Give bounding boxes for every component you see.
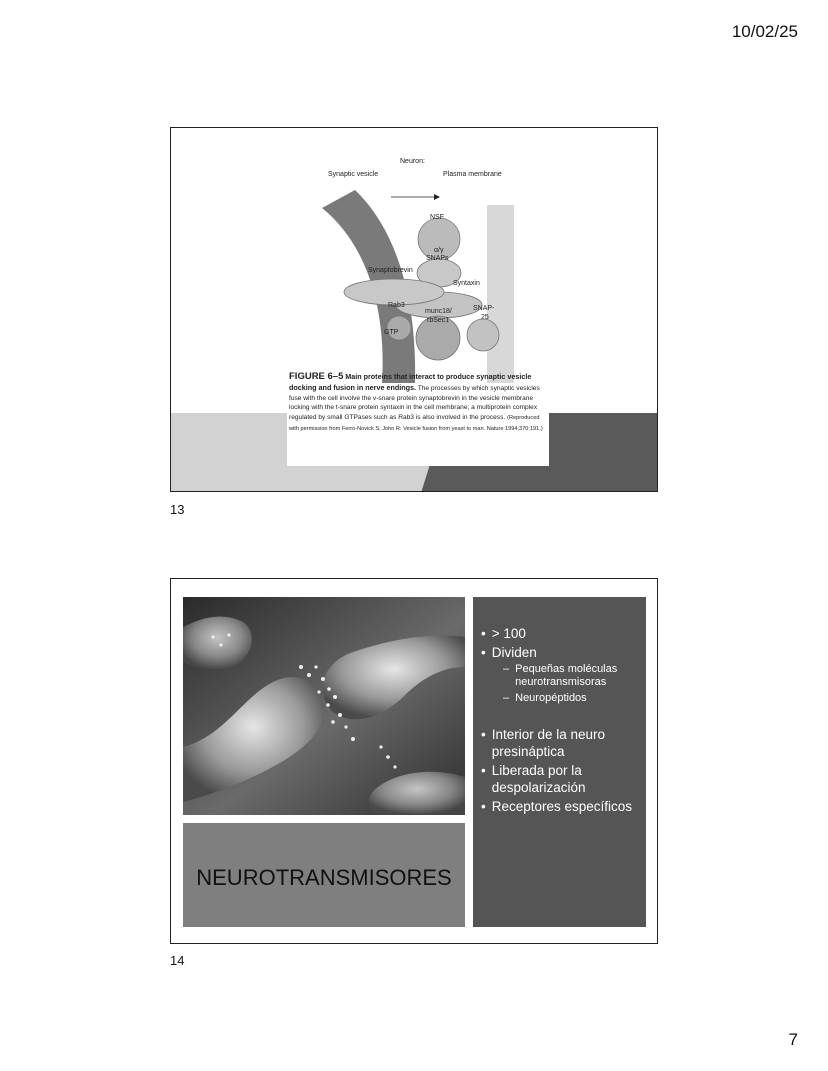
label-munc18: munc18/ xyxy=(425,308,452,315)
caption-lead: Main proteins that interact to produce synaptic vesicle docking and fusion in nerve endings. xyxy=(289,372,532,392)
slide-13 xyxy=(170,127,658,492)
slide-13-number: 13 xyxy=(170,502,185,517)
figure-panel xyxy=(287,150,549,466)
label-snap25-a: SNAP- xyxy=(473,305,495,312)
caption-title: FIGURE 6–5 xyxy=(289,371,344,382)
slide-title: NEUROTRANSMISORES xyxy=(196,865,452,890)
label-gtp: GTP xyxy=(384,329,399,336)
snare-diagram xyxy=(287,150,549,390)
label-rbsec1: rbSec1 xyxy=(427,317,450,324)
slide-14 xyxy=(170,578,658,944)
bullet-list xyxy=(481,625,641,817)
bullet-item: • Interior de la neuro presináptica xyxy=(481,727,606,759)
label-plasma-membrane: Plasma membrane xyxy=(443,171,502,178)
slide-14-number: 14 xyxy=(170,953,185,968)
sub-bullet-item: – Neuropéptidos xyxy=(503,692,587,704)
bullet-item: • Receptores específicos xyxy=(481,799,633,814)
caption-credit: (Reproduced with permission from Ferro-Novick S, John R: Vesicle fusion from yeast to man. Nature 1994;370:191.) xyxy=(289,415,543,432)
bullet-item: • Liberada por la despolarización xyxy=(481,763,586,795)
sub-bullet-item: – Pequeñas moléculas neurotransmisoras xyxy=(503,663,618,688)
title-box xyxy=(183,823,465,927)
synapse-illustration xyxy=(183,597,465,815)
label-snaps: SNAPs xyxy=(426,255,449,262)
label-syntaxin: Syntaxin xyxy=(453,280,480,287)
bullet-item: • > 100 xyxy=(481,626,526,641)
print-date: 10/02/25 xyxy=(731,22,798,41)
label-synaptobrevin: Synaptobrevin xyxy=(368,267,413,274)
caption-body: The processes by which synaptic vesicles fuse with the cell involve the v-snare protein synaptobrevin in the vesicle membrane locking with the t-snare protein syntaxin in the cell membrane; a multiprotein complex regulated by small GTPases such as Rab3 is also involved in the process. xyxy=(289,384,540,422)
label-nsf: NSF xyxy=(430,214,444,221)
bullet-item: • Dividen xyxy=(481,645,537,660)
figure-caption xyxy=(289,372,547,435)
page-number: 7 xyxy=(788,1030,798,1049)
label-synaptic-vesicle: Synaptic vesicle xyxy=(328,171,379,178)
synapse-image xyxy=(183,597,465,815)
bullet-panel xyxy=(473,597,646,927)
label-neuron: Neuron: xyxy=(400,158,425,165)
label-snap25-b: 25 xyxy=(481,314,489,321)
label-rab3: Rab3 xyxy=(388,302,405,309)
label-alpha-gamma: α/γ xyxy=(434,247,444,254)
